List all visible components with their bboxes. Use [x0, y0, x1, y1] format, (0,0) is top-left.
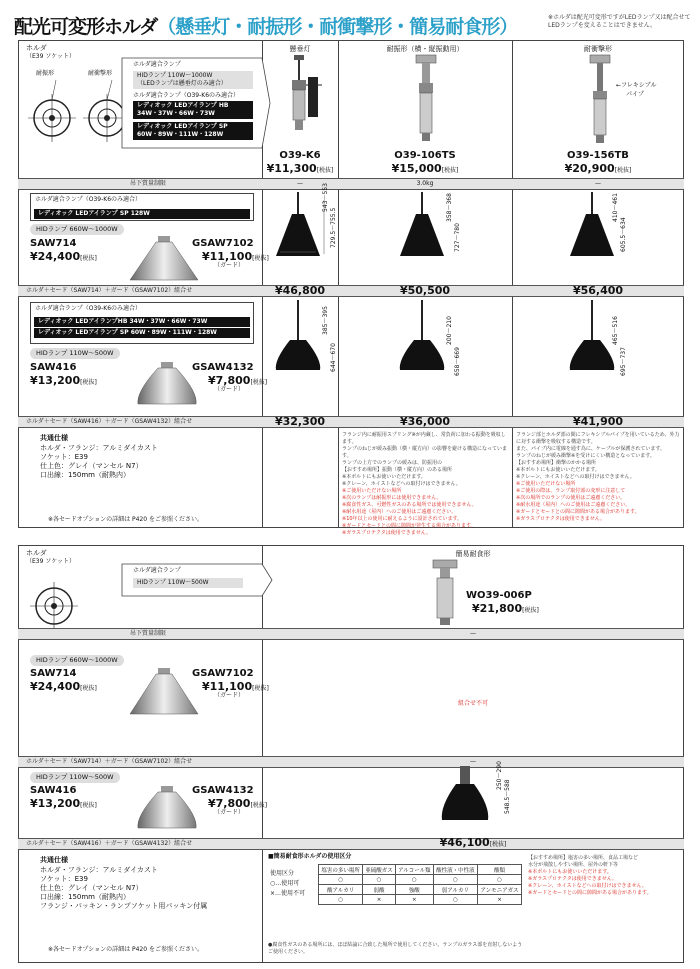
col1-model: O39-K6 — [279, 150, 321, 161]
g1-price-col2: ¥50,500 — [399, 284, 451, 297]
load-col3: — — [595, 180, 601, 187]
load-bar: 吊下質量制限 — [18, 178, 684, 190]
socket-label: （E39 ソケット） — [26, 53, 75, 60]
load-col2: 3.0kg — [416, 180, 434, 187]
compat-led-title: ホルダ適合ランプ（O39-K6のみ適合） — [133, 92, 240, 99]
g1-dim1a: 543〜553 — [322, 183, 329, 212]
load-col1: — — [297, 180, 303, 187]
g2-dim3b: 695〜737 — [620, 347, 627, 376]
g2-shade-model: SAW416 — [30, 362, 77, 373]
s2-load-bar: 吊下質量制限 — [18, 628, 684, 640]
g1-price-col1: ¥46,800 — [274, 284, 326, 297]
g1-shade-model: SAW714 — [30, 238, 77, 249]
s2-spec-note: ※各セードオプションの詳細は P420 をご参照ください。 — [48, 946, 203, 953]
col3-model: O39-156TB — [567, 150, 629, 161]
impact-label: 耐衝撃形 — [88, 70, 113, 77]
holder-diagram-icon — [26, 578, 82, 634]
lamp-shade-icon — [136, 786, 198, 830]
col2-model: O39-106TS — [394, 150, 456, 161]
g1-combo-bar: ホルダ＋セード（SAW714）＋ガード（GSAW7102）組合せ — [18, 285, 684, 297]
s2-g2-guard-label: （ガード） — [214, 809, 245, 816]
lamp-shade-icon — [128, 668, 200, 716]
g2-price-col1: ¥32,300 — [274, 415, 326, 428]
page-title: 配光可変形ホルダ（懸垂灯・耐振形・耐衝撃形・簡易耐食形） — [14, 16, 518, 38]
s2-g1-guard-label: （ガード） — [214, 692, 245, 699]
s2-model: WO39-006P — [466, 590, 532, 601]
g1-dim2a: 358〜368 — [446, 193, 453, 222]
g1-dim3b: 605.5〜634 — [620, 217, 627, 252]
s2-g2-guard-price: ¥7,800[税抜] — [208, 797, 268, 810]
note-vibration: フランジ内に耐振用スプリング※が内蔵し、常負荷に加わる振動を吸収します。 ランプのねじが緩み振動（横・縦方向）の影響を避ける構造になっています。 ランプの上方でのランプの緩みは、防振用の 【おすすめ場所】振動（横・縦方向）のある場所 ※本ボルトにもお使いいただけます。 ※クレーン、ホイストなどへの取付けはできません。 ※ご使用いただけない場所 ※次のランプは耐振形には使用できません。 ※腐食性ガス、可燃性ガスのある場所では使用できません。 ※耐水用途（屋内）へのご使用はご遠慮ください。 ※10年以上の使用に耐えるように設計されています。 ※ガードとセードとの間に隙間が発生する場合があります。 ※ガラスプロテクタは使用できません。 — [342, 432, 508, 536]
usage-legend-1: ×…使用不可 — [270, 890, 306, 897]
col3-type: 耐衝撃形 — [584, 45, 612, 53]
g1-shade-price: ¥24,400[税抜] — [30, 250, 97, 263]
g2-dim1a: 385〜395 — [322, 306, 329, 335]
g2-shade-price: ¥13,200[税抜] — [30, 374, 97, 387]
s2-g1-combo-bar: ホルダ＋セード（SAW714）＋ガード（GSAW7102）組合せ — [18, 756, 684, 768]
s2-g2-combo-price: ¥46,100[税抜] — [439, 836, 507, 849]
pendant-lamp-icon — [272, 55, 332, 147]
s2-load-value: — — [470, 630, 476, 637]
s2-g1-shade-model: SAW714 — [30, 668, 77, 679]
g1-dim2b: 727〜780 — [454, 223, 461, 252]
s2-compat-hid: HIDランプ 110W〜500W — [133, 578, 243, 588]
g1-dim1b: 729.5〜755.5 — [330, 207, 337, 248]
g2-compat-box: ホルダ適合ランプ（O39-K6のみ適合） — [30, 302, 254, 344]
s2-holder-label: ホルダ — [26, 549, 47, 557]
s2-compat-title: ホルダ適合ランプ — [133, 567, 181, 574]
g2-guard-model: GSAW4132 — [192, 362, 254, 373]
usage-title: ■簡易耐食形ホルダの使用区分 — [268, 853, 352, 860]
led-box-1: レディオック LEDアイランプ HB 34W・37W・66W・73W — [133, 101, 253, 119]
s2-not-combinable: 組合せ不可 — [457, 700, 488, 707]
holder-fixture-icon — [430, 560, 460, 626]
s2-spec-title: 共通仕様 — [40, 856, 68, 864]
g2-guard-label: （ガード） — [214, 386, 245, 393]
g2-led2: レディオック LEDアイランプ SP 60W・89W・111W・128W — [34, 328, 250, 338]
flex-label: ←フレキシブル — [616, 82, 657, 89]
s2-g2-shade-model: SAW416 — [30, 785, 77, 796]
s2-g1-combo-price: — — [470, 758, 476, 765]
compat-title: ホルダ適合ランプ — [133, 61, 181, 68]
col2-type: 耐振形（横・縦振動用） — [386, 45, 464, 53]
g1-price-col3: ¥56,400 — [572, 284, 624, 297]
usage-header-label: 使用区分 — [270, 870, 295, 877]
s2-g1-hid: HIDランプ 660W〜1000W — [30, 655, 124, 666]
col1-price: ¥11,300[税抜] — [266, 162, 334, 175]
g1-hid: HIDランプ 660W〜1000W — [30, 224, 124, 235]
g1-guard-label: （ガード） — [214, 262, 245, 269]
g1-compat-box: ホルダ適合ランプ（O39-K6のみ適合） — [30, 193, 254, 221]
s2-g2-guard-model: GSAW4132 — [192, 785, 254, 796]
g2-dim1b: 644〜670 — [330, 343, 337, 372]
holder-fixture-icon — [412, 55, 440, 145]
g2-dim2a: 200〜210 — [446, 316, 453, 345]
g1-led: レディオック LEDアイランプ SP 128W — [34, 209, 250, 219]
lamp-shade-icon — [136, 362, 198, 406]
g2-guard-price: ¥7,800[税抜] — [208, 374, 268, 387]
s2-socket-label: （E39 ソケット） — [26, 558, 75, 565]
s2-dim1: 250〜290 — [496, 761, 503, 790]
g2-led1: レディオック LEDアイランプHB 34W・37W・66W・73W — [34, 317, 250, 327]
g2-price-col2: ¥36,000 — [399, 415, 451, 428]
holder-diagram-icon — [22, 80, 132, 155]
g2-dim3a: 465〜516 — [612, 316, 619, 345]
s2-note-right: 【おすすめ場所】塩害の多い場所、食品工場など 水分が飛散しやすい場所、屋外の軒下等 ※本ボルトにもお使いいただけます。 ※ガラスプロテクタは使用できません。 ※クレーン、ホイストなどへの取付けはできません。 ※ガードとセードとの間に隙間がある場合があります。 — [528, 855, 652, 896]
s1-spec-title: 共通仕様 — [40, 434, 68, 442]
s2-dim2: 548.5〜588 — [504, 779, 511, 814]
holder-fixture-icon — [586, 55, 614, 145]
s2-g2-combo-bar: ホルダ＋セード（SAW416）＋ガード（GSAW4132）組合せ — [18, 838, 684, 850]
col1-type: 懸垂灯 — [289, 45, 311, 53]
g1-guard-model: GSAW7102 — [192, 238, 254, 249]
s2-price: ¥21,800[税抜] — [472, 602, 539, 615]
usage-legend-0: ○…使用可 — [270, 880, 300, 887]
s1-spec-lines: ホルダ・フランジ：アルミダイカスト ソケット：E39 仕上色：グレイ（マンセル N7） 口出線：150mm（耐熱内） — [40, 444, 158, 479]
header-note: ※ホルダは配光可変形ですがLEDランプ⼜は配合せてLEDランプを変えることはできません。 — [548, 14, 691, 29]
holder-label: ホルダ — [26, 44, 47, 52]
lamp-shade-icon — [128, 236, 200, 282]
s2-g1-shade-price: ¥24,400[税抜] — [30, 680, 97, 693]
compat-hid-box: HIDランプ 110W〜1000W （LEDランプは懸垂灯のみ適合） — [133, 71, 253, 89]
s2-g1-guard-price: ¥11,100[税抜] — [202, 680, 269, 693]
s2-g2-hid: HIDランプ 110W〜500W — [30, 772, 120, 783]
usage-note: ●腐食性ガスのある場所には、ほぼ結論に合致した場所で使用してください。ランプのガラス部を直射しないようご使用ください。 — [268, 942, 523, 955]
s2-spec-lines: ホルダ・フランジ：アルミダイカスト ソケット：E39 仕上色：グレイ（マンセル N7） 口出線：150mm（耐熱内） フランジ・パッキン・ランプソケット用パッキン付属 — [40, 866, 208, 910]
s2-g2-shade-price: ¥13,200[税抜] — [30, 797, 97, 810]
g2-hid: HIDランプ 110W〜500W — [30, 348, 120, 359]
g2-price-col3: ¥41,900 — [572, 415, 624, 428]
g2-combo-bar: ホルダ＋セード（SAW416）＋ガード（GSAW4132）組合せ — [18, 416, 684, 428]
note-impact: フランジ部とホルダ部の間にフレキシブルパイプを用いているため、外力に対する衝撃を吸収する構造です。 また、パイプ内に電線を通す為に、ケーブルが保護されています。 ランプのねじが緩み衝撃※を受けにくい構造となっています。 【おすすめ場所】衝撃のかかる場所 ※本ボルトにもお使いいただけます。 ※クレーン、ホイストなどへの取付けはできません。 ※ご使用いただけない場所 ※ご使用の際は、ランプ取付部の変形に注意して ※次の場所でのランプの使用はご遠慮ください。 ※耐水用途（屋内）へのご使用はご遠慮ください。 ※ガードとセードとの間に隙間がある場合があります。 ※ガラスプロテクタは使用できません。 — [516, 432, 680, 522]
flex-label-2: パイプ — [626, 91, 644, 98]
usage-table: 塩害の多い場所 亜硫酸ガス アルコール類 酸性液・中性液 酸類 ○ ○ ○ ○ ○ 酸アルカリ 弱酸 強酸 弱アルカリ アンモニアガス ○ × × ○ × — [318, 864, 522, 905]
col3-price: ¥20,900[税抜] — [564, 162, 632, 175]
g2-dim2b: 658〜669 — [454, 347, 461, 376]
s2-g1-guard-model: GSAW7102 — [192, 668, 254, 679]
led-box-2: レディオック LEDアイランプ SP 60W・89W・111W・128W — [133, 122, 253, 140]
pendant-lamp-icon — [440, 766, 500, 834]
g1-dim3a: 410〜461 — [612, 193, 619, 222]
g1-guard-price: ¥11,100[税抜] — [202, 250, 269, 263]
vibration-label: 耐振形 — [36, 70, 55, 77]
s1-spec-note: ※各セードオプションの詳細は P420 をご参照ください。 — [48, 516, 203, 523]
s2-col-type: 簡易耐食形 — [455, 550, 491, 558]
col2-price: ¥15,000[税抜] — [391, 162, 459, 175]
